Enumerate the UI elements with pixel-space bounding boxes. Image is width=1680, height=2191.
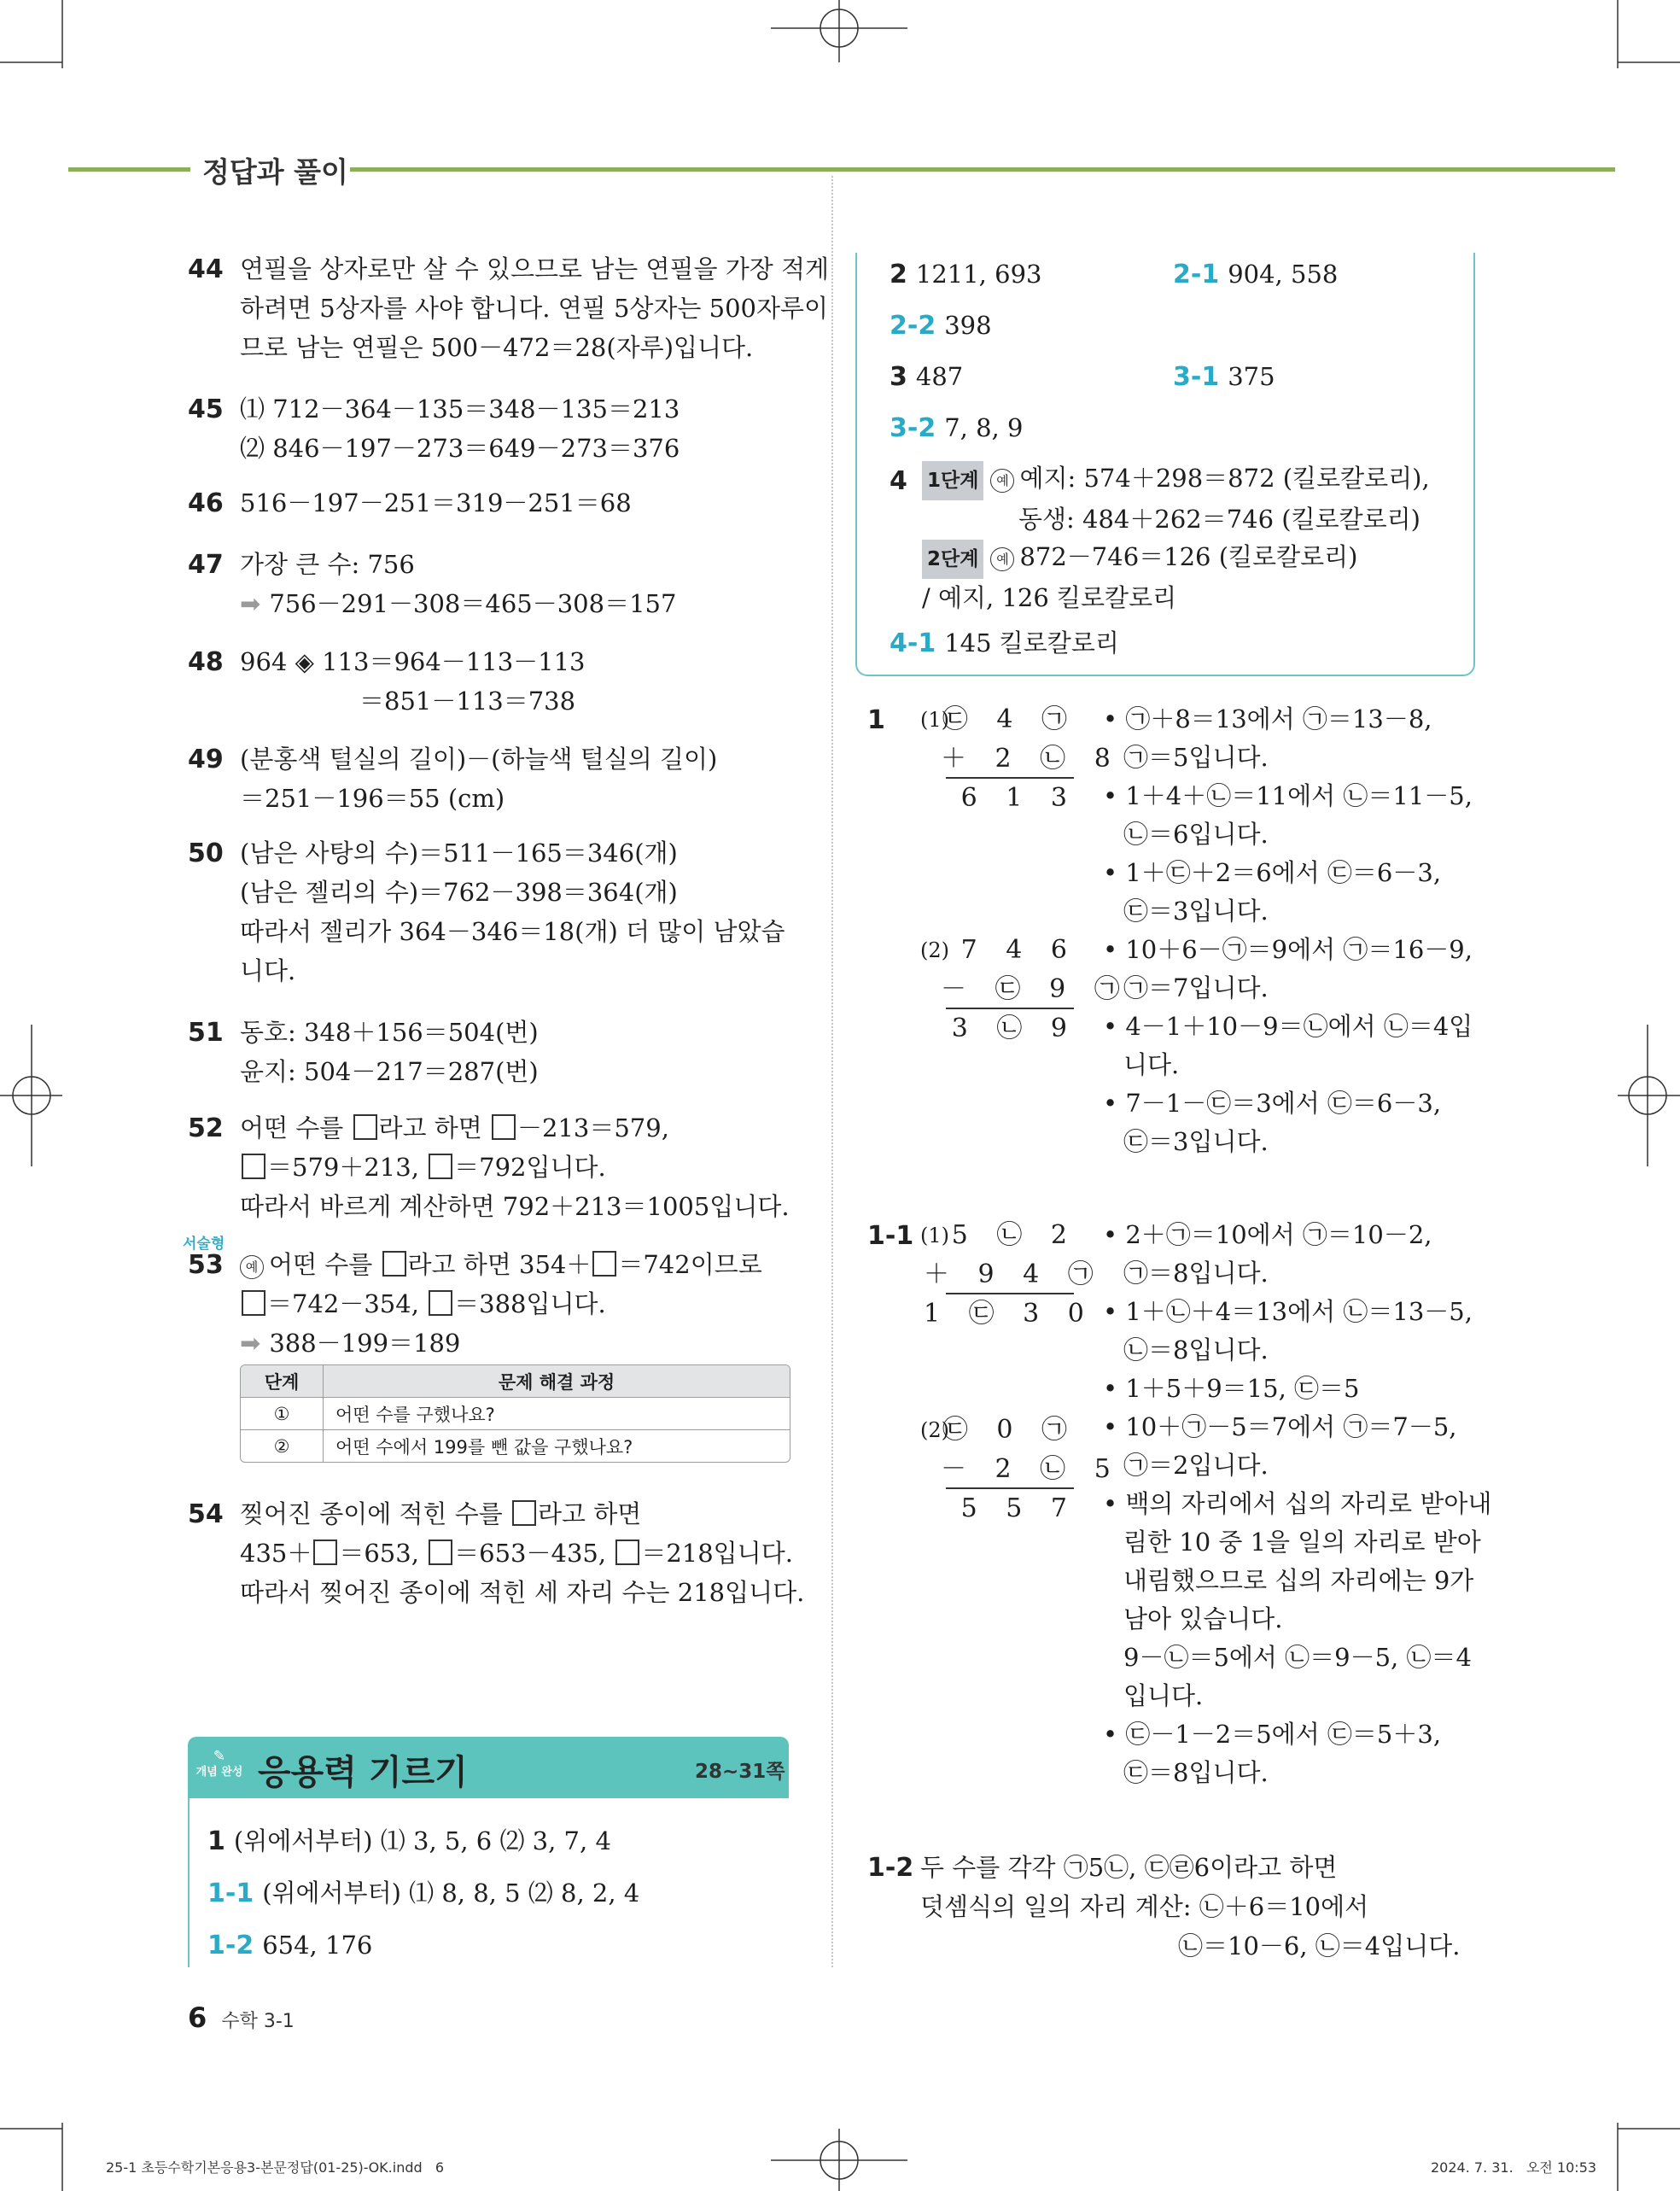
answer-46 bbox=[240, 483, 632, 523]
note-line: ㉢＝3입니다. bbox=[1123, 897, 1269, 926]
note-line: • 1＋㉡＋4＝13에서 ㉡＝13－5, bbox=[1103, 1297, 1473, 1326]
note-line: • 10＋㉠－5＝7에서 ㉠＝7－5, bbox=[1103, 1412, 1457, 1441]
note-line: ㉠＝8입니다. bbox=[1123, 1259, 1269, 1288]
answer-51 bbox=[240, 1013, 539, 1091]
text-line: ⑵ 846－197－273＝649－273＝376 bbox=[240, 434, 680, 463]
note-line: 남아 있습니다. bbox=[1123, 1604, 1283, 1633]
text-line: 윤지: 504－217＝287(번) bbox=[240, 1057, 539, 1086]
apply-section-rule bbox=[188, 1798, 190, 1967]
subject-label: 수학 3-1 bbox=[221, 2011, 295, 2032]
problem-number: 2 bbox=[890, 260, 907, 289]
column-addition-1-1 bbox=[924, 1216, 1104, 1334]
rubric-header-step: 단계 bbox=[241, 1365, 324, 1398]
problem-number: 50 bbox=[188, 838, 224, 868]
text-span: ＝579＋213, bbox=[267, 1153, 428, 1182]
text-line: (남은 젤리의 수)＝762－398＝364(개) bbox=[240, 878, 678, 907]
note-line: • 4－1＋10－9＝㉡에서 ㉡＝4입 bbox=[1103, 1012, 1473, 1041]
text-span: 찢어진 종이에 적힌 수를 bbox=[240, 1499, 511, 1528]
text-line: (남은 사탕의 수)＝511－165＝346(개) bbox=[240, 838, 678, 868]
column-subtraction-1 bbox=[941, 931, 1130, 1049]
text-span: 1211, 693 bbox=[915, 260, 1042, 289]
text-span: 예지: 574＋298＝872 (킬로칼로리), bbox=[1019, 464, 1430, 493]
text-line: 516－197－251＝319－251＝68 bbox=[240, 488, 632, 517]
note-line: • 7－1－㉢＝3에서 ㉢＝6－3, bbox=[1103, 1089, 1442, 1118]
text-span: 872－746＝126 (킬로칼로리) bbox=[1019, 542, 1358, 571]
answer-48 bbox=[240, 642, 586, 721]
note-line: • 1＋4＋㉡＝11에서 ㉡＝11－5, bbox=[1103, 781, 1473, 810]
apply-answers bbox=[207, 1815, 639, 1972]
arrow-right-icon: ➡ bbox=[240, 589, 261, 618]
column-subtraction-1-1 bbox=[941, 1411, 1121, 1528]
answer-45 bbox=[240, 389, 680, 468]
text-span: (위에서부터) ⑴ 8, 8, 5 ⑵ 8, 2, 4 bbox=[262, 1878, 640, 1908]
answer-3-2 bbox=[890, 408, 1023, 448]
text-line: 동생: 484＋262＝746 (킬로칼로리) bbox=[1018, 505, 1420, 534]
digits-row: 7 4 6 bbox=[960, 935, 1077, 965]
note-line: • 2＋㉠＝10에서 ㉠＝10－2, bbox=[1103, 1220, 1432, 1249]
answer-53 bbox=[240, 1245, 762, 1363]
page-number: 6 bbox=[188, 2001, 207, 2034]
rubric-step: ② bbox=[241, 1430, 324, 1463]
rubric-text: 어떤 수에서 199를 뺀 값을 구했나요? bbox=[335, 1436, 633, 1458]
text-line: 따라서 젤리가 364－346＝18(개) 더 많이 남았습 bbox=[240, 917, 785, 946]
note-line: ㉠＝2입니다. bbox=[1123, 1451, 1269, 1480]
text-span: ＝742－354, bbox=[267, 1289, 428, 1318]
answer-3-1 bbox=[1173, 357, 1275, 397]
section-pages: 28~31쪽 bbox=[695, 1761, 785, 1783]
text-span: 375 bbox=[1228, 362, 1275, 391]
problem-number: 48 bbox=[188, 647, 224, 677]
note-line: • ㉠＋8＝13에서 ㉠＝13－8, bbox=[1103, 704, 1432, 733]
problem-number: 47 bbox=[188, 550, 224, 580]
part-label: (2) bbox=[920, 938, 949, 962]
note-line: 내림했으므로 십의 자리에는 9가 bbox=[1123, 1566, 1474, 1595]
answer-52 bbox=[240, 1108, 790, 1226]
blank-box bbox=[429, 1154, 452, 1179]
blank-box bbox=[242, 1154, 265, 1179]
note-line: • 10＋6－㉠＝9에서 ㉠＝16－9, bbox=[1103, 935, 1473, 964]
blank-box bbox=[382, 1251, 406, 1277]
text-span: 654, 176 bbox=[262, 1931, 373, 1960]
solution-1-2 bbox=[920, 1848, 1461, 1966]
apply-section-banner bbox=[188, 1737, 789, 1798]
essay-tag: 서술형 bbox=[183, 1236, 225, 1253]
stage-1-badge: 1단계 bbox=[922, 461, 983, 500]
text-span: ＝218입니다. bbox=[641, 1539, 793, 1568]
blank-box bbox=[353, 1114, 377, 1140]
page-header-title: 정답과 풀이 bbox=[202, 155, 348, 189]
text-line: 756－291－308＝465－308＝157 bbox=[269, 589, 677, 618]
text-line: ＝851－113＝738 bbox=[359, 687, 576, 716]
text-line: 따라서 바르게 계산하면 792＋213＝1005입니다. bbox=[240, 1192, 790, 1221]
answer-47 bbox=[240, 545, 676, 623]
calc-rule bbox=[946, 777, 1074, 779]
problem-number: 1-2 bbox=[867, 1853, 914, 1883]
answer-2-2 bbox=[890, 306, 992, 346]
note-line: • 백의 자리에서 십의 자리로 받아내 bbox=[1103, 1489, 1492, 1518]
note-line: 니다. bbox=[1123, 1050, 1180, 1079]
answer-2 bbox=[890, 254, 1041, 295]
digits-row: － ㉢ 9 ㉠ bbox=[941, 974, 1130, 1004]
arrow-right-icon: ➡ bbox=[240, 1329, 261, 1358]
header-rule-left bbox=[68, 167, 190, 172]
column-divider bbox=[831, 176, 833, 1967]
note-line: ㉢＝3입니다. bbox=[1123, 1127, 1269, 1156]
stage-2-badge: 2단계 bbox=[922, 540, 983, 579]
header-rule-right bbox=[350, 167, 1615, 172]
problem-number: 2-2 bbox=[890, 311, 936, 341]
problem-number: 54 bbox=[188, 1499, 224, 1529]
answer-4-1 bbox=[890, 623, 1119, 663]
scoring-rubric bbox=[240, 1364, 790, 1463]
digits-row: ㉢ 0 ㉠ bbox=[942, 1415, 1077, 1445]
problem-number: 3-2 bbox=[890, 413, 936, 443]
problem-number: 1-2 bbox=[207, 1931, 254, 1960]
page-footer bbox=[188, 2001, 295, 2034]
blank-box bbox=[429, 1540, 452, 1565]
problem-number: 3-1 bbox=[1173, 362, 1220, 392]
text-span: ＝653－435, bbox=[454, 1539, 615, 1568]
note-line: ㉡＝6입니다. bbox=[1123, 820, 1269, 849]
note-line: 9－㉡＝5에서 ㉡＝9－5, ㉡＝4 bbox=[1123, 1643, 1472, 1672]
text-span: 398 bbox=[944, 311, 992, 340]
text-line: 388－199＝189 bbox=[269, 1329, 461, 1358]
problem-number: 49 bbox=[188, 745, 224, 774]
digits-row: 3 ㉡ 9 bbox=[951, 1014, 1077, 1043]
text-line: ＝251－196＝55 (cm) bbox=[240, 784, 505, 813]
problem-number: 53 bbox=[188, 1250, 224, 1280]
rubric-text: 어떤 수를 구했나요? bbox=[324, 1398, 790, 1430]
answer-54 bbox=[240, 1494, 804, 1612]
section-title: 응용력 기르기 bbox=[258, 1753, 468, 1792]
text-line: (분홍색 털실의 길이)－(하늘색 털실의 길이) bbox=[240, 745, 718, 774]
problem-number: 52 bbox=[188, 1113, 224, 1143]
problem-number: 44 bbox=[188, 254, 224, 284]
problem-number: 2-1 bbox=[1173, 260, 1220, 289]
note-line: ㉢＝8입니다. bbox=[1123, 1758, 1269, 1787]
note-line: • ㉢－1－2＝5에서 ㉢＝5＋3, bbox=[1103, 1720, 1442, 1749]
text-span: 어떤 수를 bbox=[240, 1113, 352, 1142]
note-line: ㉠＝7입니다. bbox=[1123, 973, 1269, 1002]
text-line: 동호: 348＋156＝504(번) bbox=[240, 1018, 539, 1047]
answer-2-1 bbox=[1173, 254, 1338, 295]
answer-44 bbox=[240, 249, 829, 367]
problem-number: 46 bbox=[188, 488, 224, 518]
blank-box bbox=[492, 1114, 516, 1140]
problem-number: 1 bbox=[207, 1826, 225, 1856]
text-span: 7, 8, 9 bbox=[944, 413, 1024, 442]
problem-number: 4-1 bbox=[890, 628, 936, 658]
example-mark: 예 bbox=[990, 469, 1014, 493]
digits-row: － 2 ㉡ 5 bbox=[941, 1454, 1121, 1484]
text-span: 어떤 수를 bbox=[269, 1250, 381, 1279]
text-span: 라고 하면 bbox=[538, 1499, 642, 1528]
concept-badge bbox=[195, 1749, 244, 1790]
table-row bbox=[241, 1430, 790, 1463]
text-line: 니다. bbox=[240, 956, 296, 985]
blank-box bbox=[313, 1540, 337, 1565]
table-row bbox=[241, 1398, 790, 1430]
problem-number: 3 bbox=[890, 362, 907, 392]
digits-row: 6 1 3 bbox=[960, 783, 1077, 813]
text-line: 므로 남는 연필은 500－472＝28(자루)입니다. bbox=[240, 333, 754, 362]
text-span: －213＝579, bbox=[517, 1113, 669, 1142]
blank-box bbox=[512, 1500, 536, 1526]
text-span: 435＋ bbox=[240, 1539, 312, 1568]
rubric-table bbox=[241, 1365, 790, 1462]
digits-row: ＋ 9 4 ㉠ bbox=[924, 1259, 1104, 1289]
problem-number: 51 bbox=[188, 1018, 224, 1048]
calc-rule bbox=[946, 1293, 1074, 1294]
note-line: • 1＋5＋9＝15, ㉢＝5 bbox=[1103, 1374, 1360, 1403]
text-span: ＝653, bbox=[339, 1539, 428, 1568]
problem-number: 4 bbox=[890, 466, 907, 496]
solution-1-notes bbox=[1103, 700, 1473, 1161]
text-span: ＝792입니다. bbox=[454, 1153, 606, 1182]
example-mark: 예 bbox=[240, 1255, 264, 1279]
blank-box bbox=[592, 1251, 616, 1277]
problem-number: 45 bbox=[188, 394, 224, 424]
solution-1-1-notes bbox=[1103, 1216, 1491, 1792]
text-line: ⑴ 712－364－135＝348－135＝213 bbox=[240, 394, 680, 424]
text-span: ＝742이므로 bbox=[618, 1250, 762, 1279]
text-line: 연필을 상자로만 살 수 있으므로 남는 연필을 가장 적게 bbox=[240, 254, 830, 283]
digits-row: 5 ㉡ 2 bbox=[951, 1220, 1077, 1250]
pencil-icon: ✎ bbox=[213, 1748, 226, 1765]
text-line: 따라서 찢어진 종이에 적힌 세 자리 수는 218입니다. bbox=[240, 1578, 805, 1607]
text-span: 487 bbox=[915, 362, 964, 391]
part-label: (2) bbox=[920, 1418, 949, 1442]
digits-row: ㉢ 4 ㉠ bbox=[942, 704, 1077, 734]
rubric-step: ① bbox=[241, 1398, 324, 1430]
text-line: 두 수를 각각 ㉠5㉡, ㉢㉣6이라고 하면 bbox=[920, 1853, 1338, 1882]
answer-3 bbox=[890, 357, 963, 397]
part-label: (1) bbox=[920, 1224, 949, 1247]
problem-number: 1-1 bbox=[207, 1878, 254, 1908]
file-slug: 25-1 초등수학기본응용3-본문정답(01-25)-OK.indd 6 bbox=[106, 2159, 445, 2176]
note-line: • 1＋㉢＋2＝6에서 ㉢＝6－3, bbox=[1103, 858, 1442, 887]
calc-rule bbox=[946, 1008, 1074, 1009]
text-span: 라고 하면 bbox=[378, 1113, 490, 1142]
calc-rule bbox=[946, 1487, 1074, 1489]
text-line: / 예지, 126 킬로칼로리 bbox=[922, 583, 1177, 612]
answer-49 bbox=[240, 739, 717, 818]
answer-50 bbox=[240, 833, 785, 990]
example-mark: 예 bbox=[990, 547, 1014, 571]
column-addition-1 bbox=[941, 700, 1121, 818]
text-line: 가장 큰 수: 756 bbox=[240, 550, 415, 579]
digits-row: ＋ 2 ㉡ 8 bbox=[941, 744, 1121, 774]
blank-box bbox=[615, 1540, 639, 1565]
note-line: 입니다. bbox=[1123, 1681, 1204, 1710]
text-span: 904, 558 bbox=[1228, 260, 1339, 289]
text-line: ㉡＝10－6, ㉡＝4입니다. bbox=[1178, 1931, 1461, 1960]
text-span: 145 킬로칼로리 bbox=[944, 628, 1119, 657]
answer-4 bbox=[922, 459, 1430, 616]
text-line: 덧셈식의 일의 자리 계산: ㉡＋6＝10에서 bbox=[920, 1892, 1369, 1921]
digits-row: 1 ㉢ 3 0 bbox=[924, 1299, 1094, 1329]
text-span: ＝388입니다. bbox=[454, 1289, 606, 1318]
problem-number: 1 bbox=[867, 705, 885, 735]
text-line: 하려면 5상자를 사야 합니다. 연필 5상자는 500자루이 bbox=[240, 294, 829, 323]
text-line: 964 ◈ 113＝964－113－113 bbox=[240, 647, 586, 676]
problem-number: 1-1 bbox=[867, 1221, 914, 1251]
digits-row: 5 5 7 bbox=[960, 1493, 1077, 1523]
print-date: 2024. 7. 31. 오전 10:53 bbox=[1431, 2159, 1597, 2176]
badge-label: 개념 완성 bbox=[195, 1766, 243, 1779]
part-label: (1) bbox=[920, 708, 949, 732]
rubric-header-process: 문제 해결 과정 bbox=[324, 1365, 790, 1398]
blank-box bbox=[242, 1290, 265, 1316]
text-span: (위에서부터) ⑴ 3, 5, 6 ⑵ 3, 7, 4 bbox=[233, 1826, 611, 1855]
note-line: 림한 10 중 1을 일의 자리로 받아 bbox=[1123, 1528, 1481, 1557]
blank-box bbox=[429, 1290, 452, 1316]
text-span: 라고 하면 354＋ bbox=[407, 1250, 592, 1279]
note-line: ㉠＝5입니다. bbox=[1123, 743, 1269, 772]
note-line: ㉡＝8입니다. bbox=[1123, 1335, 1269, 1364]
